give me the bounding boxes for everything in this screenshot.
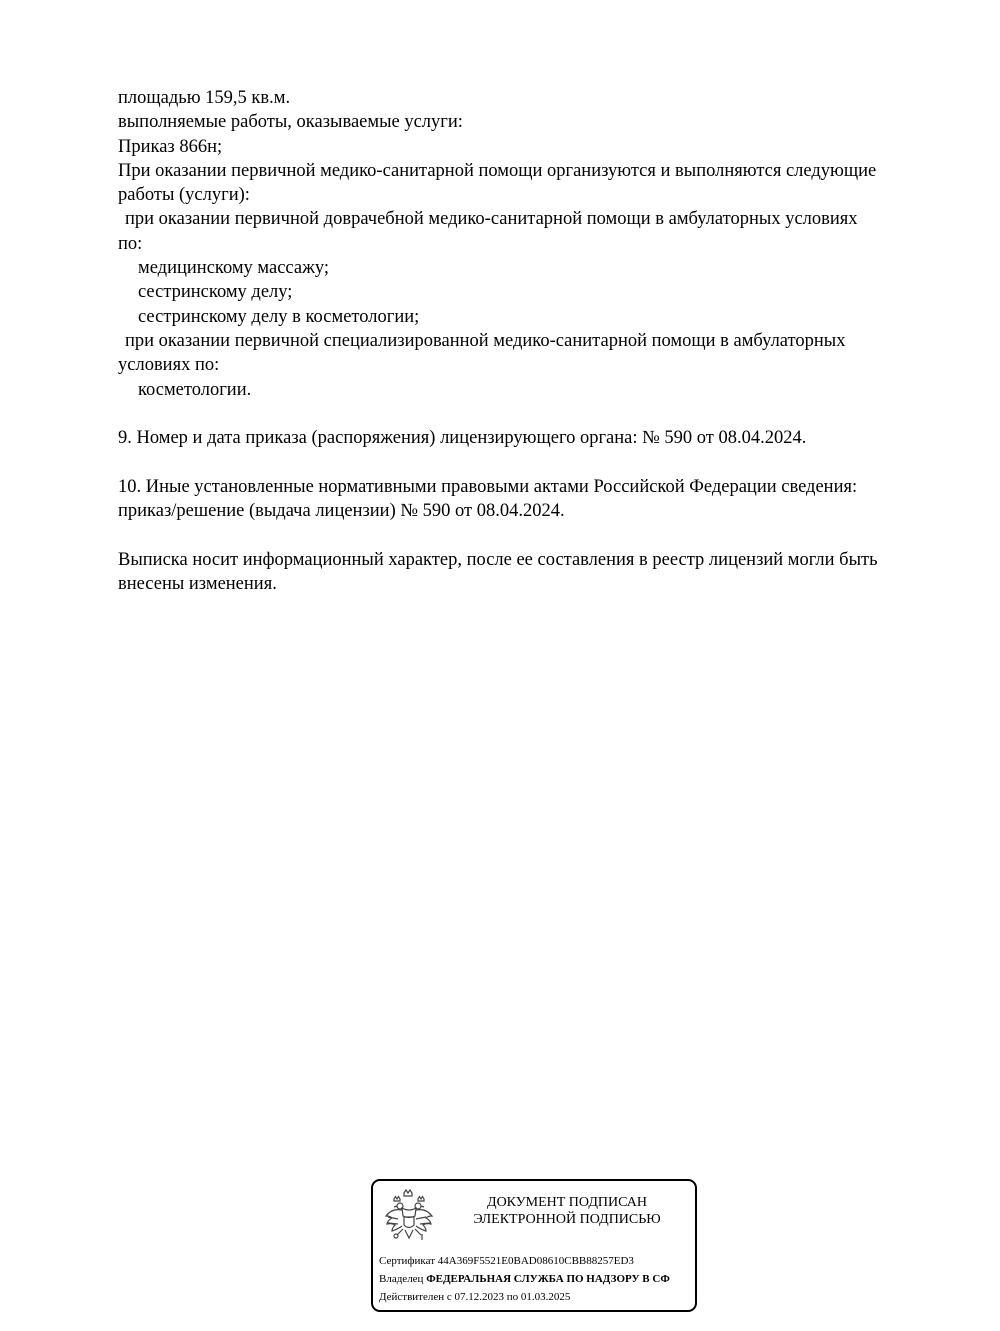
- text-line: сестринскому делу;: [138, 282, 293, 303]
- electronic-signature-stamp: [371, 1179, 697, 1312]
- owner-value: ФЕДЕРАЛЬНАЯ СЛУЖБА ПО НАДЗОРУ В СФ: [426, 1273, 670, 1285]
- stamp-title-line: ЭЛЕКТРОННОЙ ПОДПИСЬЮ: [473, 1212, 661, 1227]
- valid-label: Действителен с: [379, 1291, 452, 1303]
- text-line: При оказании первичной медико-санитарной помощи организуются и выполняются следующие: [118, 160, 877, 181]
- certificate-label: Сертификат: [379, 1255, 435, 1267]
- stamp-title-line: ДОКУМЕНТ ПОДПИСАН: [487, 1195, 647, 1210]
- owner-line: [379, 1273, 670, 1286]
- text-line: условиях по:: [118, 355, 220, 376]
- note-line: Выписка носит информационный характер, после ее составления в реестр лицензий могли быть: [118, 549, 878, 570]
- owner-label: Владелец: [379, 1273, 424, 1285]
- text-line: работы (услуги):: [118, 185, 250, 206]
- text-line: площадью 159,5 кв.м.: [118, 88, 291, 108]
- item-9: 9. Номер и дата приказа (распоряжения) лицензирующего органа: № 590 от 08.04.2024.: [118, 428, 807, 449]
- item-10-line: 10. Иные установленные нормативными правовыми актами Российской Федерации сведения:: [118, 476, 858, 497]
- paragraph-gap: [118, 523, 948, 547]
- text-line: по:: [118, 233, 143, 254]
- note-line: внесены изменения.: [118, 573, 277, 594]
- text-line: медицинскому массажу;: [138, 258, 330, 279]
- text-line: при оказании первичной доврачебной медико-санитарной помощи в амбулаторных условиях: [125, 209, 858, 230]
- valid-from: 07.12.2023: [454, 1291, 505, 1303]
- item-10-line: приказ/решение (выдача лицензии) № 590 от 08.04.2024.: [118, 501, 565, 522]
- certificate-value: 44A369F5521E0BAD08610CBB88257ED3: [437, 1255, 634, 1267]
- text-line: выполняемые работы, оказываемые услуги:: [118, 112, 463, 133]
- text-line: косметологии.: [138, 379, 252, 400]
- text-line: Приказ 866н;: [118, 136, 223, 157]
- validity-line: [379, 1291, 570, 1304]
- document-body: [118, 86, 948, 596]
- text-line: при оказании первичной специализированной медико-санитарной помощи в амбулаторных: [125, 330, 846, 351]
- double-headed-eagle-emblem-icon: [383, 1187, 435, 1245]
- certificate-line: [379, 1255, 634, 1268]
- text-line: сестринскому делу в косметологии;: [138, 306, 420, 327]
- valid-to-label: по: [506, 1291, 519, 1303]
- paragraph-gap: [118, 402, 948, 426]
- valid-to: 01.03.2025: [520, 1291, 571, 1303]
- stamp-title: [447, 1194, 687, 1228]
- paragraph-gap: [118, 450, 948, 474]
